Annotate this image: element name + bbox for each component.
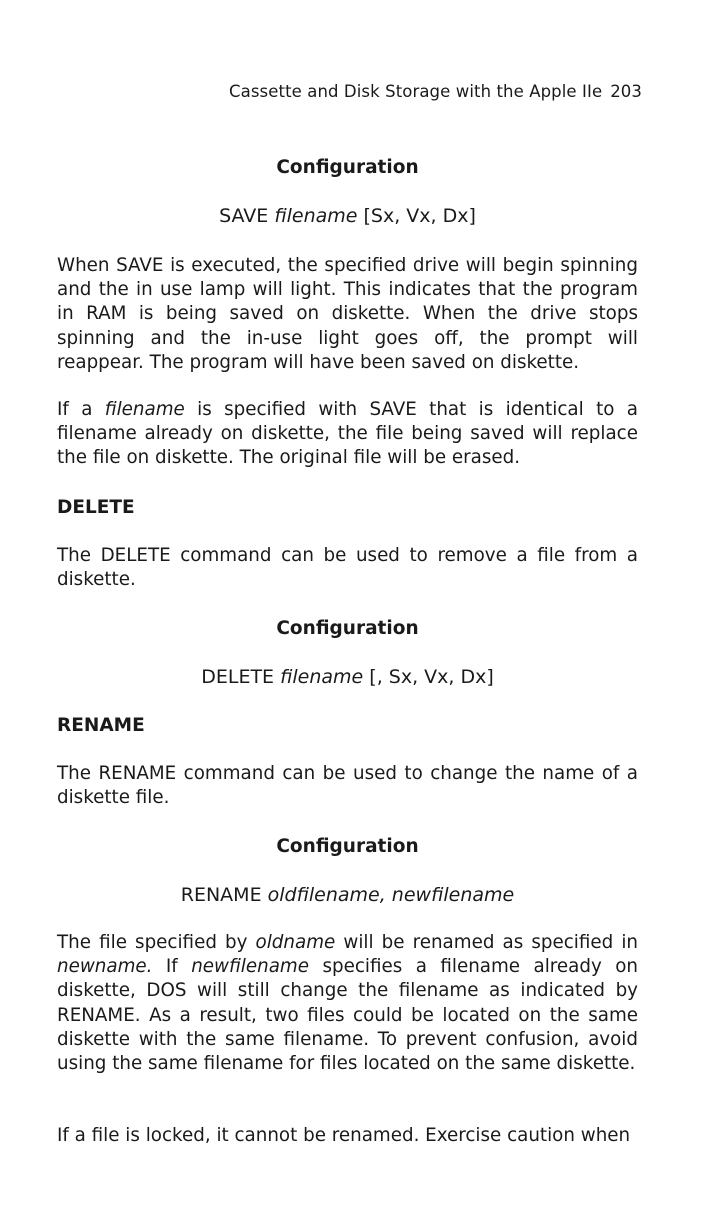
rename-locked-paragraph: If a file is locked, it cannot be renamed. Exercise caution when xyxy=(57,1125,631,1146)
rename-behavior-newfilename: newfilename xyxy=(191,956,309,978)
delete-description-paragraph: The DELETE command can be used to remove a file from a diskette. xyxy=(57,545,638,591)
rename-behavior-text-c: will be renamed as specified in xyxy=(335,932,638,953)
delete-syntax-command: DELETE xyxy=(201,666,275,688)
save-overwrite-paragraph xyxy=(57,398,638,471)
rename-behavior-text-e: If xyxy=(152,956,192,978)
rename-behavior-text-g: specifies a filename already on diskette, DOS will still change the filename as indicated by RENAME. As a result, two files could be located on the same diskette with the same filename. To prevent confusion, avoid using the same filename for files located on the same diskette. xyxy=(57,956,638,1075)
save-syntax xyxy=(0,203,695,229)
delete-configuration-heading: Configuration xyxy=(276,618,419,639)
delete-syntax xyxy=(0,664,695,690)
save-overwrite-text-b: is specified with SAVE that is identical to a filename already on diskette, the file being saved will replace the file on diskette. The original file will be erased. xyxy=(57,399,639,469)
save-overwrite-filename: filename xyxy=(104,399,185,420)
save-description-paragraph: When SAVE is executed, the specified drive will begin spinning and the in use lamp will light. This indicates that the program in RAM is being saved on diskette. When the drive stops spinning and the in-use light goes off, the prompt will reappear. The program will have been saved on diskette. xyxy=(57,255,638,373)
save-configuration-heading: Configuration xyxy=(276,157,419,178)
save-overwrite-text-a: If a xyxy=(57,399,105,420)
rename-configuration-heading: Configuration xyxy=(276,836,419,857)
save-syntax-command: SAVE xyxy=(219,205,269,227)
running-header-title: Cassette and Disk Storage with the Apple IIe xyxy=(229,82,603,101)
rename-behavior-newname: newname. xyxy=(57,956,153,978)
rename-behavior-oldname: oldname xyxy=(255,932,336,953)
rename-syntax xyxy=(0,882,695,908)
rename-syntax-command: RENAME xyxy=(180,884,262,906)
delete-syntax-options: [, Sx, Vx, Dx] xyxy=(369,666,494,688)
delete-syntax-argument: filename xyxy=(280,666,364,688)
delete-section-heading: DELETE xyxy=(57,497,135,518)
running-header xyxy=(0,80,642,104)
rename-syntax-arguments: oldfilename, newfilename xyxy=(267,884,515,906)
rename-behavior-text-a: The file specified by xyxy=(57,932,256,953)
save-syntax-argument: filename xyxy=(274,205,358,227)
page-number: 203 xyxy=(610,82,642,101)
rename-description-paragraph: The RENAME command can be used to change the name of a diskette file. xyxy=(57,763,638,809)
rename-behavior-paragraph xyxy=(57,931,638,1076)
save-syntax-options: [Sx, Vx, Dx] xyxy=(363,205,476,227)
rename-section-heading: RENAME xyxy=(57,715,145,736)
